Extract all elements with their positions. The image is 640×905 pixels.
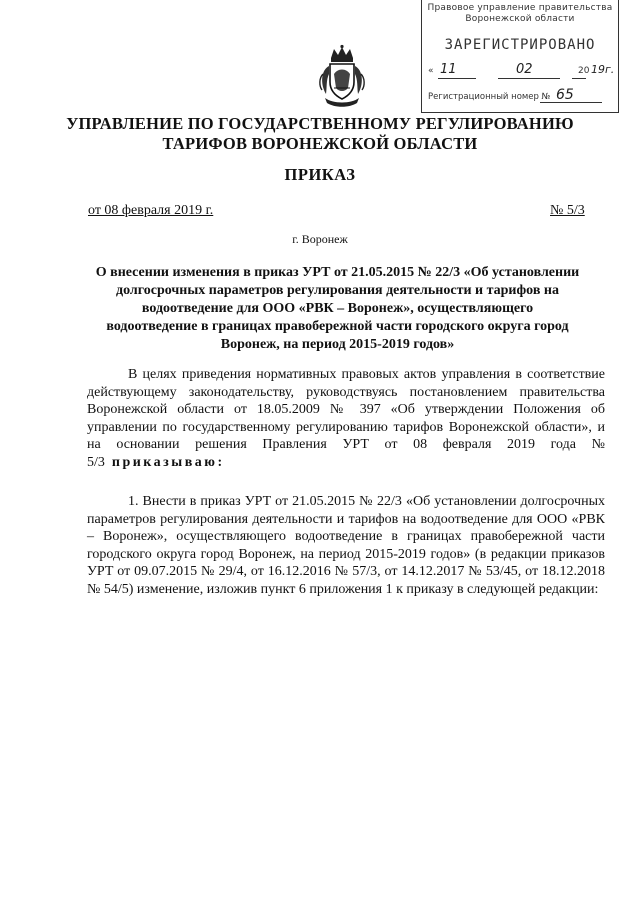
voronezh-coat-of-arms-icon [317, 44, 367, 108]
stamp-date [428, 62, 615, 80]
stamp-registered-label: ЗАРЕГИСТРИРОВАНО [444, 37, 596, 53]
stamp-reg-number-label: Регистрационный номер № [428, 92, 551, 102]
clause-1-paragraph: 1. Внести в приказ УРТ от 21.05.2015 № 22/3 «Об установлении долгосрочных параметров регулирования деятельности и тарифов на водоотведение для ООО «РВК – Воронеж», осуществляющего водоотведение в границах правобережной части городского округа город Воронеж, на период 2015-2019 годов» (в редакции приказов УРТ от 09.07.2015 № 29/4, от 16.12.2016 № 57/3, от 14.12.2017 № 53/45, от 18.12.2018 № 54/5) изменение, изложив пункт 6 приложения 1 к приказу в следующей редакции: [87, 494, 605, 597]
document-subject: О внесении изменения в приказ УРТ от 21.05.2015 № 22/3 «Об установлении долгосрочных параметров регулирования деятельности и тарифов на водоотведение для ООО «РВК – Воронеж», осуществляющего водоотведение в границах правобережной части городского округа город Воронеж, на период 2015-2019 годов» [95, 265, 580, 352]
preamble-paragraph [87, 366, 605, 472]
stamp-org-line1: Правовое управление правительства [427, 3, 613, 13]
preamble-text: В целях приведения нормативных правовых актов управления в соответствие действующему законодательству, руководствуясь постановлением правительства Воронежской области от 18.05.2009 № 397 «Об утверждении Положения об управлении по государственному регулированию тарифов Воронежской области», и на основании решения Правления УРТ от 08 февраля 2019 года № 5/3 [87, 367, 605, 470]
stamp-date-year-prefix: 20 [578, 66, 590, 76]
stamp-date-day: 11 [440, 62, 457, 77]
stamp-date-month: 02 [516, 62, 533, 77]
orders-word: приказываю: [111, 454, 225, 470]
organization-title-line1: УПРАВЛЕНИЕ ПО ГОСУДАРСТВЕННОМУ РЕГУЛИРОВАНИЮ [66, 114, 574, 133]
stamp-organization [422, 3, 618, 25]
document-city: г. Воронеж [292, 232, 348, 246]
stamp-date-year: 19г. [591, 63, 615, 76]
organization-title-line2: ТАРИФОВ ВОРОНЕЖСКОЙ ОБЛАСТИ [162, 134, 478, 153]
document-type: ПРИКАЗ [284, 165, 356, 184]
stamp-reg-number-value: 65 [556, 87, 574, 103]
document-date: от 08 февраля 2019 г. [88, 203, 214, 218]
stamp-date-quote: « [428, 66, 434, 76]
stamp-reg-number [428, 87, 574, 103]
registration-stamp [421, 0, 619, 113]
organization-title [40, 114, 600, 154]
stamp-org-line2: Воронежской области [465, 14, 575, 24]
document-number: № 5/3 [550, 203, 585, 218]
